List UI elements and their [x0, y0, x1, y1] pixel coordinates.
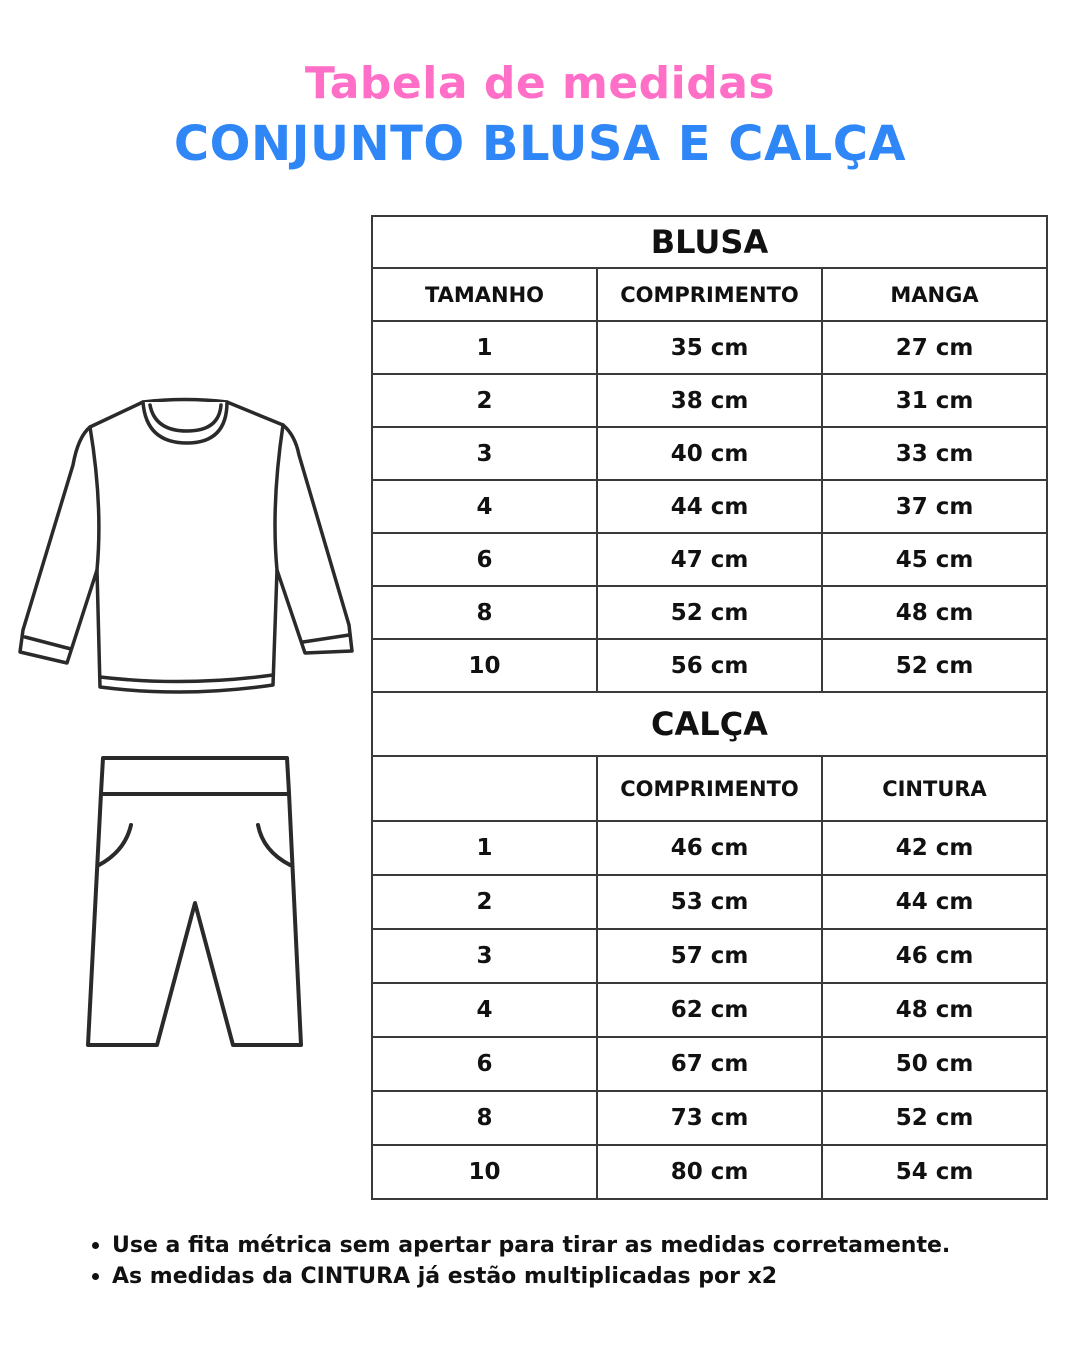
measure-cell: 37 cm: [822, 480, 1047, 533]
measure-cell: 50 cm: [822, 1037, 1047, 1091]
table-row: [372, 983, 1047, 1037]
table-row: [372, 639, 1047, 692]
size-cell: 6: [372, 1037, 597, 1091]
notes-list: [90, 1230, 950, 1292]
column-header: [372, 756, 597, 821]
size-cell: 2: [372, 875, 597, 929]
pants-icon: [85, 753, 305, 1053]
table-row: [372, 1091, 1047, 1145]
column-header: COMPRIMENTO: [597, 268, 822, 321]
measure-cell: 40 cm: [597, 427, 822, 480]
blusa-section-title: BLUSA: [372, 216, 1047, 268]
measure-cell: 53 cm: [597, 875, 822, 929]
size-cell: 10: [372, 639, 597, 692]
size-cell: 8: [372, 586, 597, 639]
bullet-icon: [92, 1273, 99, 1280]
table-row: [372, 821, 1047, 875]
measure-cell: 38 cm: [597, 374, 822, 427]
table-row: [372, 929, 1047, 983]
note-text: As medidas da CINTURA já estão multiplicadas por x2: [112, 1264, 778, 1289]
size-cell: 10: [372, 1145, 597, 1199]
size-cell: 2: [372, 374, 597, 427]
table-row: [372, 321, 1047, 374]
measure-cell: 54 cm: [822, 1145, 1047, 1199]
table-row: [372, 427, 1047, 480]
calca-header-row: [372, 756, 1047, 821]
size-cell: 3: [372, 427, 597, 480]
note-item: [90, 1261, 950, 1292]
bullet-icon: [92, 1242, 99, 1249]
column-header: TAMANHO: [372, 268, 597, 321]
column-header: CINTURA: [822, 756, 1047, 821]
table-row: [372, 1037, 1047, 1091]
note-item: [90, 1230, 950, 1261]
size-cell: 6: [372, 533, 597, 586]
table-row: [372, 374, 1047, 427]
measure-cell: 44 cm: [597, 480, 822, 533]
measure-cell: 67 cm: [597, 1037, 822, 1091]
measure-cell: 56 cm: [597, 639, 822, 692]
measure-cell: 48 cm: [822, 586, 1047, 639]
size-cell: 1: [372, 821, 597, 875]
table-row: [372, 1145, 1047, 1199]
table-row: [372, 875, 1047, 929]
size-cell: 1: [372, 321, 597, 374]
note-text: Use a fita métrica sem apertar para tirar as medidas corretamente.: [112, 1233, 951, 1258]
size-table: [371, 215, 1048, 1200]
measure-cell: 48 cm: [822, 983, 1047, 1037]
column-header: COMPRIMENTO: [597, 756, 822, 821]
measure-cell: 46 cm: [597, 821, 822, 875]
measure-cell: 33 cm: [822, 427, 1047, 480]
page-subtitle: CONJUNTO BLUSA E CALÇA: [173, 116, 907, 172]
size-cell: 4: [372, 480, 597, 533]
blusa-header-row: [372, 268, 1047, 321]
measure-cell: 57 cm: [597, 929, 822, 983]
measure-cell: 52 cm: [822, 639, 1047, 692]
long-sleeve-shirt-icon: [15, 395, 360, 705]
size-cell: 3: [372, 929, 597, 983]
calca-section-title-row: [372, 692, 1047, 756]
calca-section-title: CALÇA: [372, 692, 1047, 756]
measure-cell: 62 cm: [597, 983, 822, 1037]
measure-cell: 80 cm: [597, 1145, 822, 1199]
column-header: MANGA: [822, 268, 1047, 321]
measure-cell: 42 cm: [822, 821, 1047, 875]
measure-cell: 52 cm: [597, 586, 822, 639]
size-cell: 8: [372, 1091, 597, 1145]
measure-cell: 73 cm: [597, 1091, 822, 1145]
measure-cell: 35 cm: [597, 321, 822, 374]
measure-cell: 45 cm: [822, 533, 1047, 586]
measure-cell: 31 cm: [822, 374, 1047, 427]
size-cell: 4: [372, 983, 597, 1037]
table-row: [372, 533, 1047, 586]
page-title: Tabela de medidas: [304, 58, 776, 109]
table-row: [372, 480, 1047, 533]
table-row: [372, 586, 1047, 639]
measure-cell: 27 cm: [822, 321, 1047, 374]
measure-cell: 52 cm: [822, 1091, 1047, 1145]
measure-cell: 46 cm: [822, 929, 1047, 983]
blusa-section-title-row: [372, 216, 1047, 268]
measure-cell: 47 cm: [597, 533, 822, 586]
measure-cell: 44 cm: [822, 875, 1047, 929]
